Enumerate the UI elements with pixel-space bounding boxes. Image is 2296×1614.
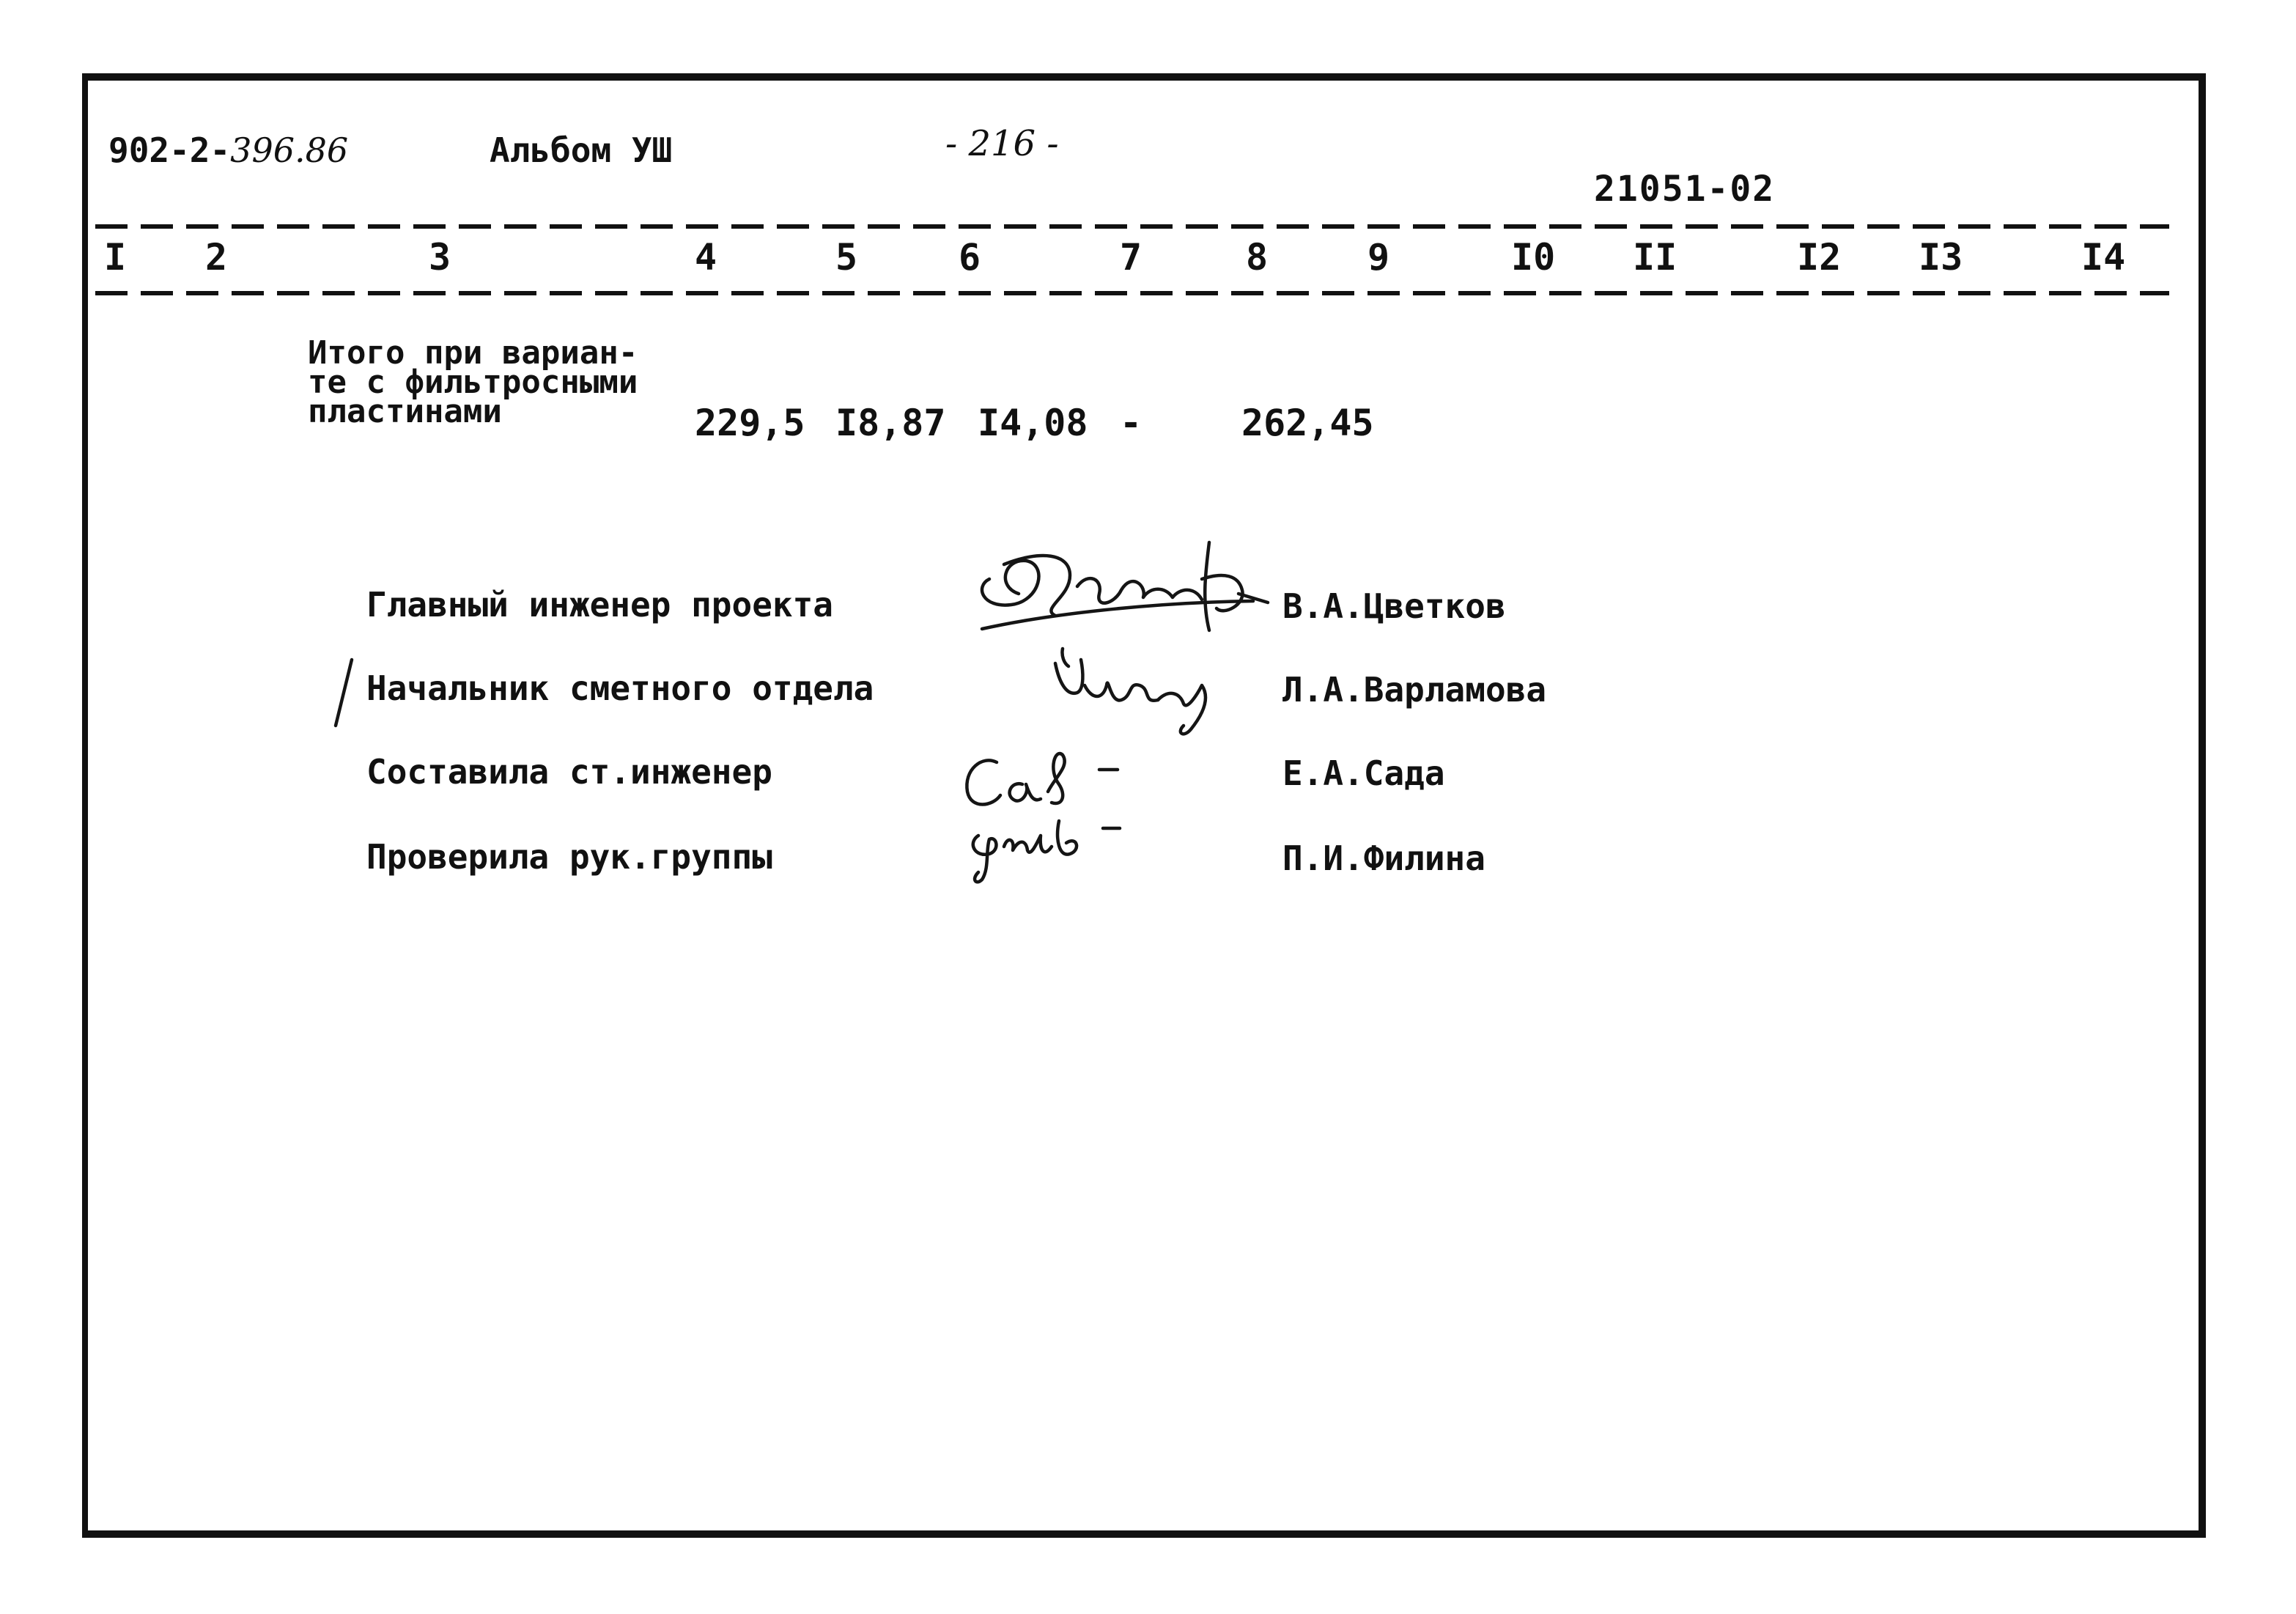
column-number-8: 8	[1246, 236, 1269, 279]
column-number-4: 4	[695, 236, 717, 279]
album-label: Альбом УШ	[490, 130, 673, 170]
column-number-14: I4	[2081, 236, 2126, 279]
total-value-col7: -	[1120, 402, 1143, 444]
column-number-1: I	[104, 236, 127, 279]
column-number-3: 3	[429, 236, 451, 279]
stamp-code: 21051-02	[1594, 169, 1776, 210]
signature-name-tsvetkov: В.А.Цветков	[1282, 586, 1506, 626]
total-label-line-1: Итого при вариан-	[308, 334, 638, 372]
column-number-5: 5	[835, 236, 858, 279]
column-number-2: 2	[205, 236, 228, 279]
signature-role-compiled-by: Составила ст.инженер	[366, 752, 772, 792]
total-value-col8: 262,45	[1241, 402, 1374, 444]
doc-number-prefix: 902-2-	[108, 130, 231, 170]
margin-slash-mark	[330, 657, 359, 730]
total-value-col5: I8,87	[835, 402, 946, 444]
column-number-10: I0	[1511, 236, 1556, 279]
total-value-col4: 229,5	[695, 402, 805, 444]
column-number-11: II	[1633, 236, 1677, 279]
signature-4-image	[960, 806, 1151, 887]
dashed-rule-bottom	[95, 291, 2169, 295]
column-number-13: I3	[1919, 236, 1963, 279]
column-number-12: I2	[1797, 236, 1842, 279]
signature-role-checked-by: Проверила рук.группы	[366, 837, 772, 877]
total-row-label	[308, 334, 638, 430]
page-number: - 216 -	[945, 123, 1059, 164]
signature-name-varlamova: Л.А.Варламова	[1282, 670, 1547, 710]
total-label-line-2: те с фильтросными	[308, 364, 638, 401]
doc-number-handwritten: 396.86	[230, 130, 349, 170]
column-number-9: 9	[1367, 236, 1390, 279]
signature-name-filina: П.И.Филина	[1282, 839, 1485, 878]
signature-1-image	[960, 535, 1282, 645]
total-label-line-3: пластинами	[308, 393, 502, 430]
signature-2-image	[1041, 641, 1246, 744]
signature-role-chief-engineer: Главный инженер проекта	[366, 585, 833, 624]
column-number-7: 7	[1120, 236, 1143, 279]
column-number-6: 6	[959, 236, 981, 279]
total-value-col6: I4,08	[978, 402, 1088, 444]
doc-number	[108, 130, 348, 170]
dashed-rule-top	[95, 224, 2169, 229]
signature-name-sada: Е.А.Сада	[1282, 753, 1445, 793]
signature-role-estimate-head: Начальник сметного отдела	[366, 668, 874, 708]
